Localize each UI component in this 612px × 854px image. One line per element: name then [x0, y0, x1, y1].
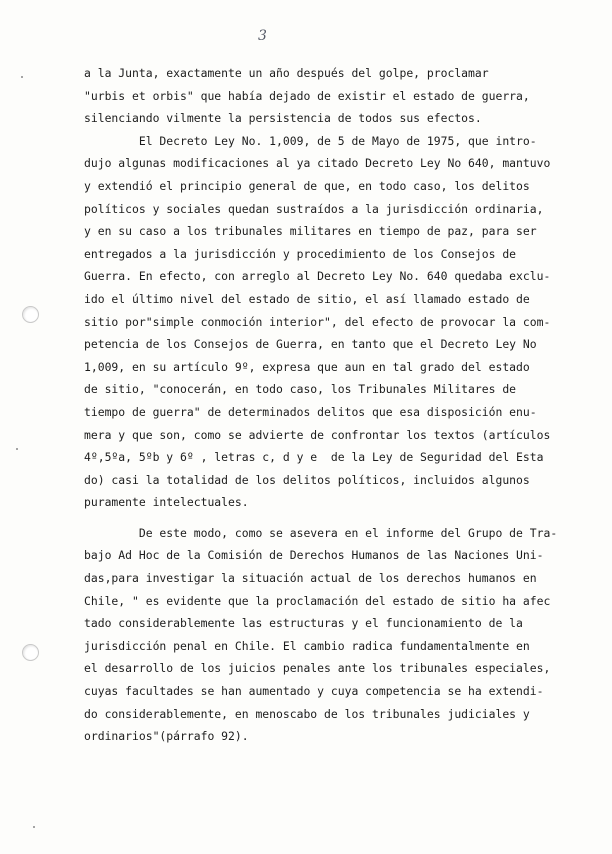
punch-hole [22, 644, 39, 661]
text-line: bajo Ad Hoc de la Comisión de Derechos Humanos de las Naciones Uni- [84, 548, 544, 563]
text-line: puramente intelectuales. [84, 495, 249, 510]
text-line: cuyas facultades se han aumentado y cuya competencia se ha extendi- [84, 684, 544, 699]
text-line: ordinarios"(párrafo 92). [84, 729, 249, 744]
text-line: mera y que son, como se advierte de confrontar los textos (artículos [84, 427, 551, 442]
text-line: tiempo de guerra" de determinados delitos que esa disposición enu- [84, 404, 537, 419]
text-line: y extendió el principio general de que, en todo caso, los delitos [84, 178, 530, 193]
text-line: el desarrollo de los juicios penales ante los tribunales especiales, [84, 661, 551, 676]
punch-hole [22, 306, 39, 323]
text-line: Guerra. En efecto, con arreglo al Decreto Ley No. 640 quedaba exclu- [84, 269, 551, 284]
text-line: a la Junta, exactamente un año después del golpe, proclamar [84, 66, 489, 80]
text-line: "urbis et orbis" que había dejado de existir el estado de guerra, [84, 88, 530, 103]
text-line: 4º,5ºa, 5ºb y 6º , letras c, d y e de la Ley de Seguridad del Esta [84, 450, 544, 465]
text-line: petencia de los Consejos de Guerra, en tanto que el Decreto Ley No [84, 337, 537, 352]
text-line: do considerablemente, en menoscabo de los tribunales judiciales y [84, 706, 530, 721]
paragraph-gap [84, 514, 594, 522]
text-line: do) casi la totalidad de los delitos políticos, incluidos algunos [84, 472, 530, 487]
text-line: jurisdicción penal en Chile. El cambio radica fundamentalmente en [84, 638, 530, 653]
text-line: tado considerablemente las estructuras y el funcionamiento de la [84, 616, 523, 631]
text-line: silenciando vilmente la persistencia de todos sus efectos. [84, 111, 482, 126]
text-line: dujo algunas modificaciones al ya citado Decreto Ley No 640, mantuvo [84, 156, 551, 171]
text-line: políticos y sociales quedan sustraídos a la jurisdicción ordinaria, [84, 201, 544, 216]
text-line: 1,009, en su artículo 9º, expresa que aun en tal grado del estado [84, 359, 530, 374]
paper-speck [33, 826, 35, 828]
text-line: entregados a la jurisdicción y procedimiento de los Consejos de [84, 246, 517, 261]
typewritten-body [84, 62, 594, 748]
text-line: de sitio, "conocerán, en todo caso, los Tribunales Militares de [84, 382, 517, 397]
text-line: sitio por"simple conmoción interior", del efecto de provocar la com- [84, 314, 551, 329]
page-number: 3 [258, 28, 267, 44]
text-line: El Decreto Ley No. 1,009, de 5 de Mayo de 1975, que intro- [84, 133, 537, 148]
text-line: y en su caso a los tribunales militares en tiempo de paz, para ser [84, 224, 537, 239]
paper-speck [16, 448, 18, 450]
text-line: De este modo, como se asevera en el informe del Grupo de Tra- [84, 525, 558, 540]
text-line: ido el último nivel del estado de sitio, el así llamado estado de [84, 291, 530, 306]
text-line: Chile, " es evidente que la proclamación del estado de sitio ha afec [84, 593, 551, 608]
text-line: das,para investigar la situación actual de los derechos humanos en [84, 571, 537, 586]
paper-speck [21, 76, 23, 78]
